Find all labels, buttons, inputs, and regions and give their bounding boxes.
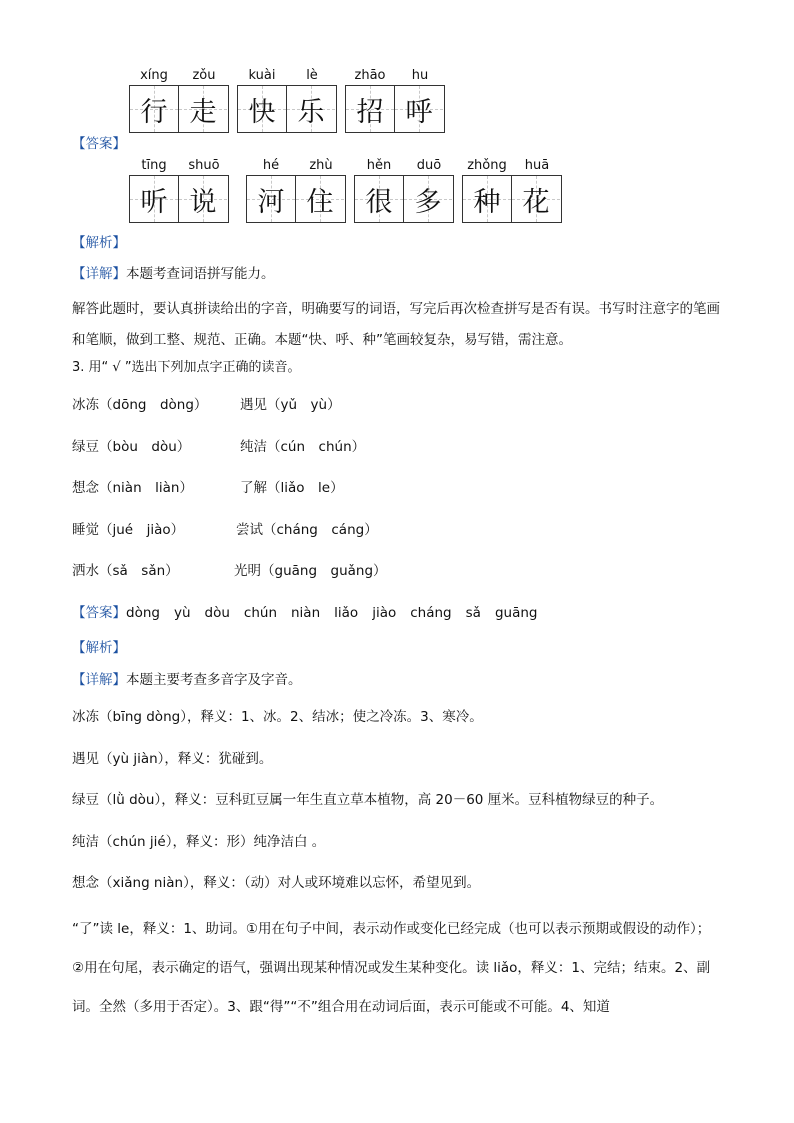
character-cell: 呼	[394, 86, 443, 132]
pinyin-label: lè	[306, 68, 318, 83]
character-cell: 听	[130, 176, 178, 222]
character-cell: 走	[178, 86, 227, 132]
pinyin-label: zhù	[309, 158, 333, 173]
pinyin-grid-group	[354, 157, 454, 223]
pinyin-label: zhǒng	[467, 158, 507, 173]
q3-option-left: 冰冻（dōng dòng）	[72, 397, 208, 413]
pinyin-label: tīng	[141, 158, 167, 173]
q3-option-left: 想念（niàn liàn）	[72, 480, 193, 496]
character-cell: 乐	[286, 86, 335, 132]
character-cell: 种	[463, 176, 511, 222]
pinyin-label: zǒu	[192, 68, 216, 83]
character-cell: 河	[247, 176, 295, 222]
pinyin-label: kuài	[248, 68, 276, 83]
q3-option-left: 睡觉（jué jiào）	[72, 522, 185, 538]
analysis-tag: 【解析】	[72, 235, 126, 251]
q3-option-right: 尝试（cháng cáng）	[236, 522, 378, 538]
analysis-tag: 【解析】	[72, 640, 126, 656]
pinyin-label: hé	[262, 158, 280, 173]
q3-answer-line	[72, 603, 551, 623]
answer-item: liǎo	[334, 605, 359, 621]
answer-item: jiào	[372, 605, 397, 621]
character-cell: 很	[355, 176, 403, 222]
q3-detail-text: 本题主要考查多音字及字音。	[126, 672, 302, 688]
pinyin-grid-group	[462, 157, 562, 223]
character-cell: 花	[511, 176, 560, 222]
q3-note: 绿豆（lǜ dòu），释义：豆科豇豆属一年生直立草本植物，高 20－60 厘米。豆科植物绿豆的种子。	[72, 792, 664, 808]
character-cell: 行	[130, 86, 178, 132]
q3-note: 遇见（yù jiàn），释义：犹碰到。	[72, 751, 273, 767]
answer-item: dòu	[204, 605, 230, 621]
q2-detail-line	[72, 264, 275, 284]
answer-item: dòng	[126, 605, 160, 621]
pinyin-grid-group	[246, 157, 346, 223]
q3-option-right: 光明（guāng guǎng）	[234, 563, 387, 579]
q3-option-right: 纯洁（cún chún）	[240, 439, 366, 455]
q3-question-title: 3. 用“ √ ”选出下列加点字正确的读音。	[72, 360, 301, 375]
answer-item: yù	[173, 605, 191, 621]
detail-tag: 【详解】	[72, 672, 126, 688]
q2-explanation: 解答此题时，要认真拼读给出的字音，明确要写的词语，写完后再次检查拼写是否有误。书写时注意字的笔画和笔顺，做到工整、规范、正确。本题“快、呼、种”笔画较复杂，易写错，需注意。	[72, 301, 720, 348]
pinyin-grid-group	[345, 67, 445, 133]
q3-note: 想念（xiǎng niàn），释义：（动）对人或环境难以忘怀，希望见到。	[72, 875, 481, 891]
q3-option-left: 洒水（sǎ sǎn）	[72, 563, 179, 579]
q3-option-left: 绿豆（bòu dòu）	[72, 439, 191, 455]
q3-note: 纯洁（chún jié），释义：形）纯净洁白 。	[72, 834, 326, 850]
pinyin-label: hěn	[366, 158, 392, 173]
pinyin-label: zhāo	[354, 68, 386, 83]
q3-le-note: “了”读 le，释义：1、助词。①用在句子中间，表示动作或变化已经完成（也可以表示预期或假设的动作）；②用在句尾，表示确定的语气，强调出现某种情况或发生某种变化。读 liǎo，释义：1、完结；结束。2、副词。全然（多用于否定）。3、跟“得”“不”组合用在动词后面，表示可能或不可能。4、知道	[72, 921, 711, 1015]
pinyin-label: xíng	[140, 68, 168, 83]
pinyin-grid-group	[129, 67, 229, 133]
character-cell: 招	[346, 86, 394, 132]
answer-item: guāng	[494, 605, 538, 621]
q3-detail-line	[72, 670, 302, 690]
pinyin-grid-group	[237, 67, 337, 133]
pinyin-label: huā	[524, 158, 550, 173]
answer-item: cháng	[410, 605, 452, 621]
q2-detail-text: 本题考查词语拼写能力。	[126, 266, 275, 282]
character-cell: 多	[403, 176, 452, 222]
character-cell: 说	[178, 176, 227, 222]
pinyin-label: duō	[416, 158, 442, 173]
pinyin-label: shuō	[188, 158, 220, 173]
pinyin-grid-group	[129, 157, 229, 223]
answer-item: sǎ	[465, 605, 481, 621]
q3-option-right: 遇见（yǔ yù）	[240, 397, 341, 413]
pinyin-label: hu	[411, 68, 429, 83]
q3-note: 冰冻（bīng dòng），释义：1、冰。2、结冰；使之冷冻。3、寒冷。	[72, 709, 483, 725]
answer-tag: 【答案】	[72, 605, 126, 621]
answer-tag: 【答案】	[72, 136, 126, 152]
answer-item: chún	[243, 605, 277, 621]
answer-item: niàn	[291, 605, 321, 621]
q3-option-right: 了解（liǎo le）	[240, 480, 344, 496]
detail-tag: 【详解】	[72, 266, 126, 282]
character-cell: 住	[295, 176, 344, 222]
character-cell: 快	[238, 86, 286, 132]
